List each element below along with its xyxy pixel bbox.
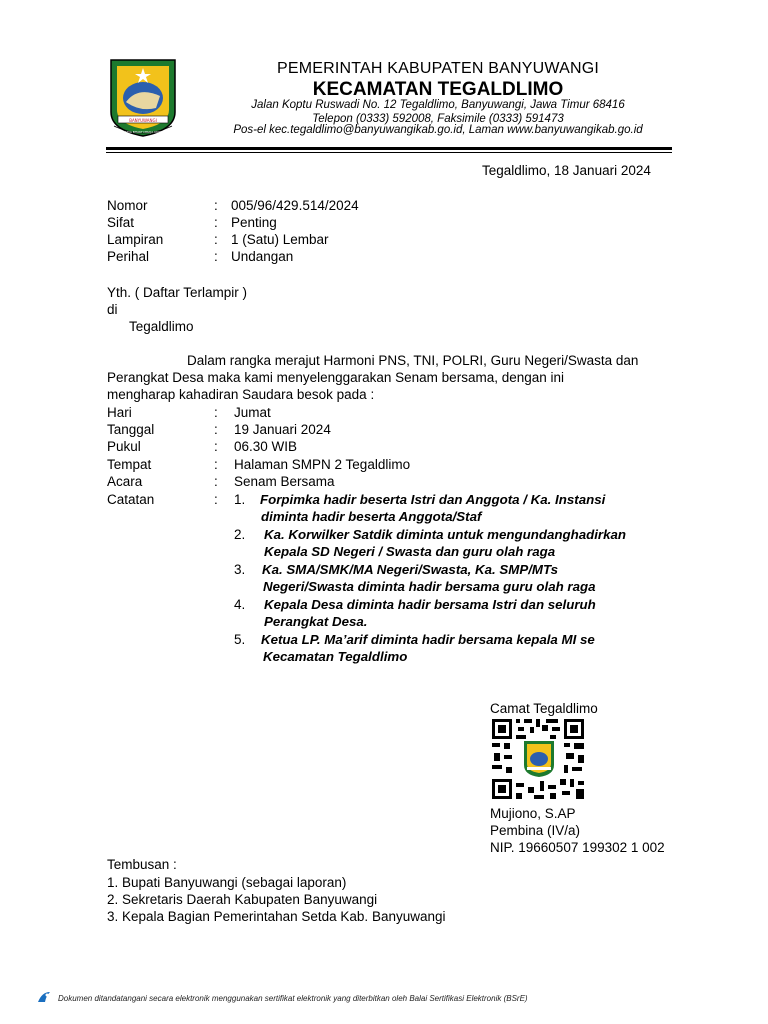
event-colon: : — [214, 439, 218, 454]
office-phone: Telepon (0333) 592008, Faksimile (0333) 591473 — [312, 113, 564, 125]
event-label: Pukul — [107, 439, 141, 454]
note-line: Forpimka hadir beserta Istri dan Anggota / Ka. Instansi — [260, 492, 606, 507]
event-colon: : — [214, 422, 218, 437]
note-number: 5. — [234, 632, 246, 647]
header-rule-thin — [106, 152, 672, 153]
event-colon: : — [214, 492, 218, 507]
event-value-tanggal: 19 Januari 2024 — [234, 422, 331, 437]
event-value-hari: Jumat — [234, 405, 271, 420]
office-email: Pos-el kec.tegaldlimo@banyuwangikab.go.id, Laman www.banyuwangikab.go.id — [233, 124, 643, 136]
event-label: Acara — [107, 474, 143, 489]
note-number: 2. — [234, 527, 246, 542]
tembusan-heading: Tembusan : — [107, 857, 177, 872]
note-line: diminta hadir beserta Anggota/Staf — [261, 509, 482, 524]
addressee-yth: Yth. ( Daftar Terlampir ) — [107, 285, 248, 300]
tembusan-item: 1. Bupati Banyuwangi (sebagai laporan) — [107, 875, 347, 890]
meta-value-lampiran: 1 (Satu) Lembar — [231, 232, 329, 247]
meta-label: Lampiran — [107, 232, 164, 247]
meta-value-sifat: Penting — [231, 215, 277, 230]
event-value-tempat: Halaman SMPN 2 Tegaldlimo — [234, 457, 411, 472]
meta-label: Sifat — [107, 215, 135, 230]
note-number: 3. — [234, 562, 246, 577]
office-address: Jalan Koptu Ruswadi No. 12 Tegaldlimo, Banyuwangi, Jawa Timur 68416 — [251, 99, 625, 111]
note-number: 1. — [234, 492, 246, 507]
office-name: KECAMATAN TEGALDLIMO — [312, 79, 564, 100]
event-colon: : — [214, 457, 218, 472]
body-line-3: mengharap kahadiran Saudara besok pada : — [107, 387, 375, 402]
footer-esign-note: Dokumen ditandatangani secara elektronik menggunakan sertifikat elektronik yang diterbitkan oleh Balai Sertifikasi Elektronik (BSrE) — [58, 994, 528, 1003]
meta-value-nomor: 005/96/429.514/2024 — [231, 198, 359, 213]
banyuwangi-logo — [108, 56, 178, 138]
note-line: Negeri/Swasta diminta hadir bersama guru olah raga — [263, 579, 596, 594]
event-colon: : — [214, 405, 218, 420]
signatory-nip: NIP. 19660507 199302 1 002 — [490, 840, 665, 855]
event-label: Catatan — [107, 492, 155, 507]
meta-colon: : — [214, 249, 218, 264]
event-label: Tempat — [107, 457, 152, 472]
signatory-name: Mujiono, S.AP — [490, 806, 576, 821]
government-name: PEMERINTAH KABUPATEN BANYUWANGI — [276, 60, 600, 77]
body-line-2: Perangkat Desa maka kami menyelenggarakan Senam bersama, dengan ini — [107, 370, 565, 385]
note-line: Ka. SMA/SMK/MA Negeri/Swasta, Ka. SMP/MTs — [262, 562, 559, 577]
tembusan-item: 3. Kepala Bagian Pemerintahan Setda Kab. Banyuwangi — [107, 909, 446, 924]
header-rule-thick — [106, 147, 672, 150]
event-label: Hari — [107, 405, 132, 420]
meta-label: Nomor — [107, 198, 148, 213]
meta-colon: : — [214, 215, 218, 230]
logo-text: BANYUWANGI — [129, 118, 157, 123]
signatory-rank: Pembina (IV/a) — [490, 823, 581, 838]
meta-value-perihal: Undangan — [231, 249, 294, 264]
note-line: Kepala SD Negeri / Swasta dan guru olah raga — [264, 544, 556, 559]
note-line: Kepala Desa diminta hadir bersama Istri dan seluruh — [264, 597, 596, 612]
addressee-place: Tegaldlimo — [129, 319, 194, 334]
body-line-1: Dalam rangka merajut Harmoni PNS, TNI, POLRI, Guru Negeri/Swasta dan — [187, 353, 639, 368]
event-value-pukul: 06.30 WIB — [234, 439, 298, 454]
note-line: Ketua LP. Ma’arif diminta hadir bersama kepala MI se — [261, 632, 595, 647]
meta-label: Perihal — [107, 249, 150, 264]
note-line: Perangkat Desa. — [264, 614, 368, 629]
meta-colon: : — [214, 198, 218, 213]
qr-code-signature — [490, 717, 586, 801]
event-value-acara: Senam Bersama — [234, 474, 335, 489]
bsre-logo-icon — [36, 990, 52, 1004]
note-line: Ka. Korwilker Satdik diminta untuk mengundanghadirkan — [264, 527, 627, 542]
letter-date: Tegaldlimo, 18 Januari 2024 — [482, 163, 651, 178]
logo-motto: SATYA BHAKTI PRAJA MUKTI — [122, 130, 164, 134]
addressee-di: di — [107, 302, 118, 317]
note-line: Kecamatan Tegaldlimo — [263, 649, 408, 664]
event-label: Tanggal — [107, 422, 155, 437]
tembusan-item: 2. Sekretaris Daerah Kabupaten Banyuwangi — [107, 892, 378, 907]
note-number: 4. — [234, 597, 246, 612]
signature-title: Camat Tegaldlimo — [490, 701, 598, 716]
meta-colon: : — [214, 232, 218, 247]
event-colon: : — [214, 474, 218, 489]
